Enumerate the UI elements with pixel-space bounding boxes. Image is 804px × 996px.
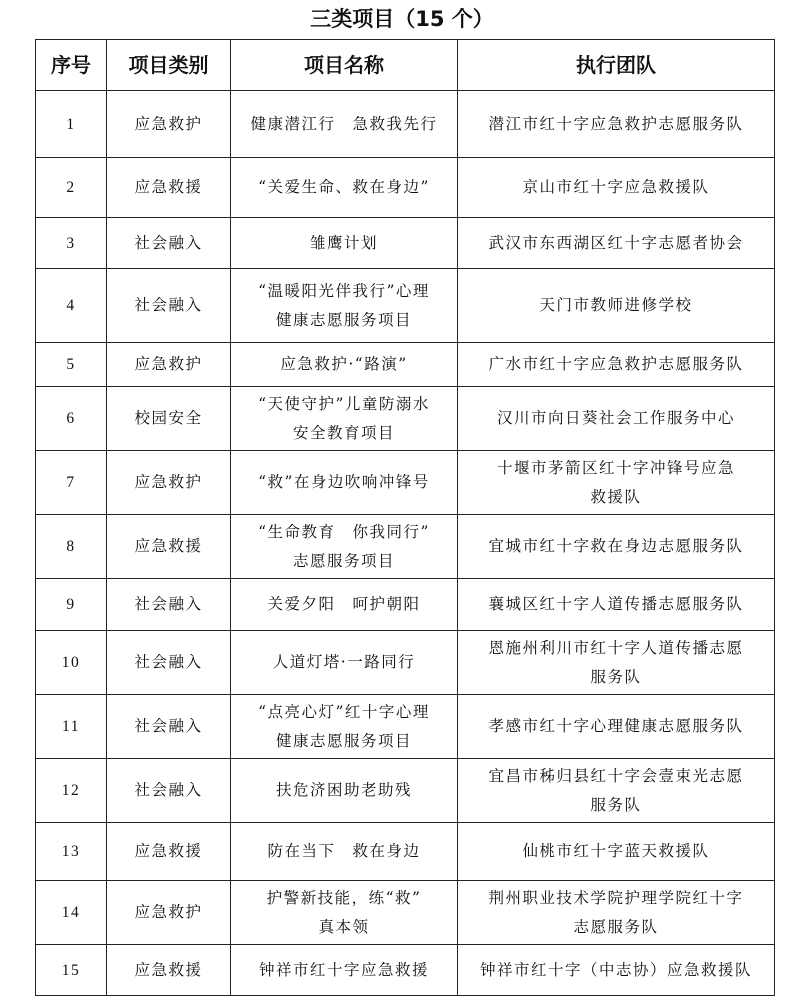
cell-name: 关爱夕阳 呵护朝阳 [231, 579, 458, 631]
cell-category: 应急救护 [107, 881, 231, 945]
cell-category: 应急救护 [107, 343, 231, 387]
page-title: 三类项目（15 个） [310, 7, 494, 31]
cell-name: 应急救护·“路演” [231, 343, 458, 387]
cell-name: 防在当下 救在身边 [231, 823, 458, 881]
header-team: 执行团队 [458, 40, 775, 91]
cell-category: 应急救护 [107, 91, 231, 158]
cell-category: 社会融入 [107, 579, 231, 631]
cell-no: 9 [36, 579, 107, 631]
cell-no: 2 [36, 158, 107, 218]
cell-name: 扶危济困助老助残 [231, 759, 458, 823]
cell-name: “救”在身边吹响冲锋号 [231, 451, 458, 515]
cell-team: 钟祥市红十字（中志协）应急救援队 [458, 945, 775, 996]
table-row [36, 269, 775, 343]
cell-no: 12 [36, 759, 107, 823]
cell-category: 应急救援 [107, 515, 231, 579]
cell-category: 应急救援 [107, 823, 231, 881]
cell-no: 6 [36, 387, 107, 451]
cell-category: 应急救援 [107, 158, 231, 218]
table-row [36, 451, 775, 515]
table-row [36, 823, 775, 881]
cell-name: 雏鹰计划 [231, 218, 458, 269]
cell-category: 社会融入 [107, 695, 231, 759]
cell-category: 应急救援 [107, 945, 231, 996]
table-row [36, 881, 775, 945]
cell-category: 校园安全 [107, 387, 231, 451]
cell-name: 健康潜江行 急救我先行 [231, 91, 458, 158]
table-row [36, 945, 775, 996]
header-category: 项目类别 [107, 40, 231, 91]
table-row [36, 343, 775, 387]
header-no: 序号 [36, 40, 107, 91]
cell-name: “点亮心灯”红十字心理 健康志愿服务项目 [231, 695, 458, 759]
cell-category: 社会融入 [107, 269, 231, 343]
cell-no: 1 [36, 91, 107, 158]
header-name: 项目名称 [231, 40, 458, 91]
table-row [36, 579, 775, 631]
cell-name: “天使守护”儿童防溺水 安全教育项目 [231, 387, 458, 451]
cell-no: 3 [36, 218, 107, 269]
cell-category: 社会融入 [107, 218, 231, 269]
cell-no: 13 [36, 823, 107, 881]
cell-team: 十堰市茅箭区红十字冲锋号应急 救援队 [458, 451, 775, 515]
cell-no: 7 [36, 451, 107, 515]
cell-team: 广水市红十字应急救护志愿服务队 [458, 343, 775, 387]
table-row [36, 759, 775, 823]
cell-category: 社会融入 [107, 759, 231, 823]
cell-team: 荆州职业技术学院护理学院红十字 志愿服务队 [458, 881, 775, 945]
cell-no: 10 [36, 631, 107, 695]
cell-team: 天门市教师进修学校 [458, 269, 775, 343]
cell-team: 汉川市向日葵社会工作服务中心 [458, 387, 775, 451]
table-row [36, 695, 775, 759]
projects-table [35, 39, 775, 996]
cell-no: 14 [36, 881, 107, 945]
cell-team: 宜昌市秭归县红十字会壹束光志愿 服务队 [458, 759, 775, 823]
table-row [36, 631, 775, 695]
table-row [36, 218, 775, 269]
cell-category: 社会融入 [107, 631, 231, 695]
table-header-row [36, 40, 775, 91]
table-row [36, 158, 775, 218]
cell-category: 应急救护 [107, 451, 231, 515]
table-row [36, 91, 775, 158]
cell-no: 4 [36, 269, 107, 343]
cell-name: “温暖阳光伴我行”心理 健康志愿服务项目 [231, 269, 458, 343]
cell-team: 潜江市红十字应急救护志愿服务队 [458, 91, 775, 158]
cell-name: 钟祥市红十字应急救援 [231, 945, 458, 996]
table-row [36, 515, 775, 579]
cell-name: 护警新技能，练“救” 真本领 [231, 881, 458, 945]
cell-name: “关爱生命、救在身边” [231, 158, 458, 218]
cell-no: 15 [36, 945, 107, 996]
cell-team: 武汉市东西湖区红十字志愿者协会 [458, 218, 775, 269]
cell-team: 宜城市红十字救在身边志愿服务队 [458, 515, 775, 579]
cell-no: 5 [36, 343, 107, 387]
cell-team: 恩施州利川市红十字人道传播志愿 服务队 [458, 631, 775, 695]
cell-team: 仙桃市红十字蓝天救援队 [458, 823, 775, 881]
cell-name: “生命教育 你我同行” 志愿服务项目 [231, 515, 458, 579]
cell-team: 孝感市红十字心理健康志愿服务队 [458, 695, 775, 759]
cell-no: 8 [36, 515, 107, 579]
cell-team: 京山市红十字应急救援队 [458, 158, 775, 218]
table-row [36, 387, 775, 451]
cell-no: 11 [36, 695, 107, 759]
cell-name: 人道灯塔·一路同行 [231, 631, 458, 695]
cell-team: 襄城区红十字人道传播志愿服务队 [458, 579, 775, 631]
